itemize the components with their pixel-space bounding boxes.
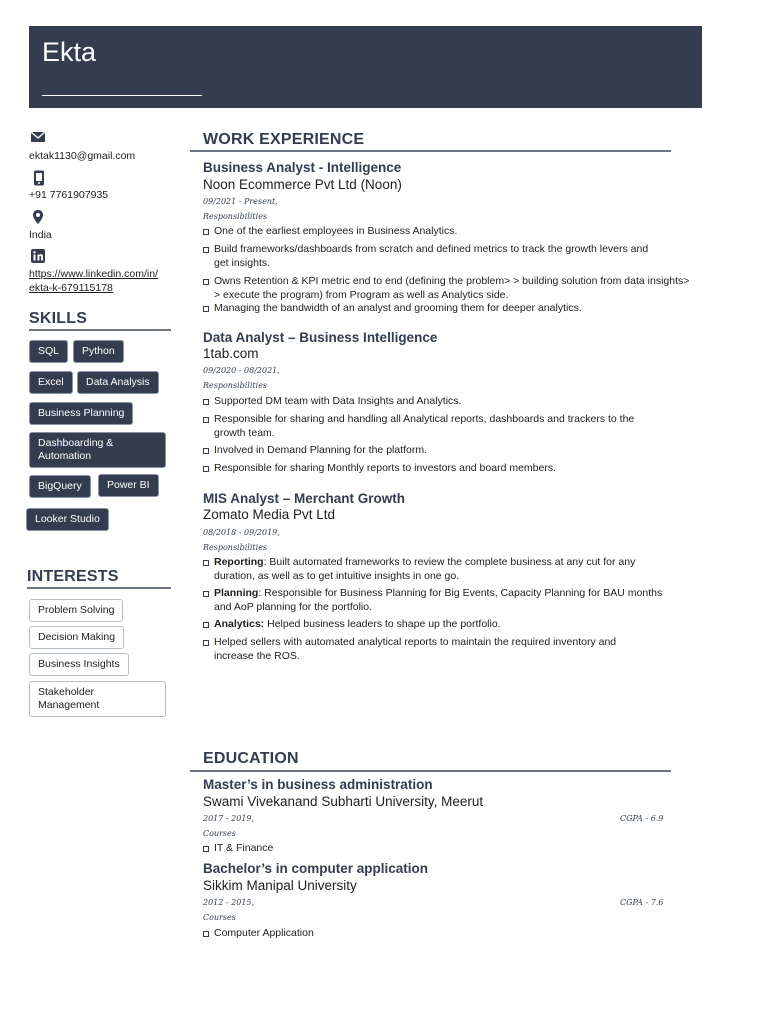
school-name: Sikkim Manipal University (203, 878, 357, 893)
phone-text: +91 7761907935 (29, 189, 109, 201)
bullet-text: Managing the bandwidth of an analyst and grooming them for deeper analytics. (214, 302, 582, 314)
job-dates: 08/2018 - 09/2019, (203, 528, 280, 537)
skill-chip: Power BI (98, 474, 159, 497)
email-text: ektak1130@gmail.com (29, 150, 136, 162)
bullet-text: and AoP planning for the portfolio. (214, 600, 373, 613)
interests-divider (27, 587, 171, 589)
interest-chip: Business Insights (29, 653, 129, 676)
candidate-tagline: MBA in IT, with 5+ years of experience in business Intelligence analytics. (42, 108, 363, 119)
bullet-text: Responsible for sharing Monthly reports to investors and board members. (214, 462, 556, 474)
skill-chip: Data Analysis (77, 371, 159, 394)
skills-heading: SKILLS (29, 310, 88, 327)
skill-chip: Looker Studio (26, 508, 109, 531)
interest-chip-line: Management (38, 699, 100, 711)
course-text: Computer Application (214, 927, 314, 939)
degree-title: Bachelor’s in computer application (203, 861, 429, 876)
bullet-item (203, 395, 703, 409)
bullet-text: Build frameworks/dashboards from scratch and defined metrics to track the growth levers and (214, 243, 649, 255)
resume-header (29, 26, 702, 119)
bullet-text: Supported DM team with Data Insights and Analytics. (214, 395, 462, 407)
square-bullet-icon (203, 931, 209, 937)
square-bullet-icon (203, 466, 209, 472)
bullet-rest: Helped business leaders to shape up the portfolio. (264, 618, 501, 630)
square-bullet-icon (203, 306, 209, 312)
education-heading: EDUCATION (203, 750, 299, 767)
job-title: MIS Analyst – Merchant Growth (203, 491, 406, 506)
square-bullet-icon (203, 229, 209, 235)
courses-label: Courses (203, 913, 236, 922)
skill-chip (29, 432, 166, 468)
bullet-text (214, 587, 703, 601)
interest-chip: Decision Making (29, 626, 124, 649)
skill-chip: BigQuery (29, 475, 91, 498)
bullet-item (203, 556, 703, 583)
phone-icon (31, 170, 47, 186)
skills-divider (29, 329, 171, 331)
square-bullet-icon (203, 622, 209, 628)
bullet-item (203, 618, 703, 632)
bullet-item (203, 413, 703, 440)
bullet-rest: : Built automated frameworks to review the complete business at any cut for any (263, 556, 636, 568)
skill-chip: Business Planning (29, 402, 133, 425)
location-pin-icon (30, 209, 46, 225)
square-bullet-icon (203, 247, 209, 253)
education-divider (190, 770, 671, 772)
square-bullet-icon (203, 399, 209, 405)
skill-chip: Python (73, 340, 124, 363)
job-title: Data Analyst – Business Intelligence (203, 330, 438, 345)
bullet-item (203, 225, 703, 239)
bullet-text: duration, as well as to get intuitive insights in one go. (214, 569, 460, 582)
course-text: IT & Finance (214, 842, 274, 854)
square-bullet-icon (203, 560, 209, 566)
bullet-text (214, 618, 703, 632)
linkedin-link[interactable] (29, 267, 179, 295)
grade-text: CGPA - 7.6 (620, 898, 664, 907)
company-name: Zomato Media Pvt Ltd (203, 507, 336, 522)
bullet-item (203, 636, 703, 663)
interest-chip: Problem Solving (29, 599, 123, 622)
square-bullet-icon (203, 279, 209, 285)
name-underline (42, 95, 202, 96)
responsibilities-label: Responsibilities (203, 381, 268, 390)
interest-chip-line: Stakeholder (38, 686, 95, 698)
linkedin-icon (30, 248, 46, 264)
bullet-text: One of the earliest employees in Business Analytics. (214, 225, 458, 237)
course-item (203, 842, 703, 856)
bullet-text: Responsible for sharing and handling all Analytical reports, dashboards and trackers to the (214, 413, 635, 425)
school-name: Swami Vivekanand Subharti University, Meerut (203, 794, 484, 809)
job-dates: 09/2021 - Present, (203, 197, 278, 206)
square-bullet-icon (203, 448, 209, 454)
company-name: Noon Ecommerce Pvt Ltd (Noon) (203, 177, 402, 192)
skill-chip-line: Automation (38, 450, 92, 462)
bullet-lead: Reporting (214, 556, 264, 568)
location-text: India (29, 229, 52, 241)
skill-chip: SQL (29, 340, 68, 363)
courses-label: Courses (203, 829, 236, 838)
job-title: Business Analyst - Intelligence (203, 160, 402, 175)
bullet-item (203, 275, 703, 302)
bullet-item (203, 302, 703, 316)
bullet-text: Owns Retention & KPI metric end to end (defining the problem> > building solution from data insights> (214, 275, 690, 287)
work-experience-heading: WORK EXPERIENCE (203, 131, 365, 148)
bullet-lead: Planning (214, 587, 259, 599)
grade-text: CGPA - 6.9 (620, 814, 664, 823)
square-bullet-icon (203, 640, 209, 646)
course-item (203, 927, 703, 941)
education-dates: 2012 - 2015, (203, 898, 255, 907)
company-name: 1tab.com (203, 346, 259, 361)
square-bullet-icon (203, 591, 209, 597)
bullet-text (214, 556, 703, 570)
bullet-text: Involved in Demand Planning for the platform. (214, 444, 428, 456)
bullet-item (203, 587, 703, 614)
bullet-item (203, 462, 703, 476)
bullet-text: get insights. (214, 256, 271, 269)
education-dates: 2017 - 2019, (203, 814, 255, 823)
square-bullet-icon (203, 417, 209, 423)
bullet-text: growth team. (214, 426, 275, 439)
job-dates: 09/2020 - 08/2021, (203, 366, 280, 375)
square-bullet-icon (203, 846, 209, 852)
bullet-text: > execute the program) from Program as well as Analytics side. (214, 288, 509, 301)
work-experience-divider (190, 150, 671, 152)
bullet-text: increase the ROS. (214, 649, 300, 662)
interest-chip (29, 681, 166, 717)
linkedin-link-line2[interactable]: ekta-k-679115178 (29, 282, 113, 294)
bullet-text: Helped sellers with automated analytical reports to maintain the required inventory and (214, 636, 617, 648)
degree-title: Master’s in business administration (203, 777, 433, 792)
responsibilities-label: Responsibilities (203, 212, 268, 221)
interests-heading: INTERESTS (27, 568, 119, 585)
candidate-name: Ekta (42, 37, 97, 67)
skill-chip: Excel (29, 371, 73, 394)
bullet-item (203, 444, 703, 458)
responsibilities-label: Responsibilities (203, 543, 268, 552)
bullet-item (203, 243, 703, 270)
bullet-rest: : Responsible for Business Planning for Big Events, Capacity Planning for BAU months (258, 587, 663, 599)
linkedin-link-line1[interactable]: https://www.linkedin.com/in/ (29, 268, 158, 280)
bullet-lead: Analytics: (214, 618, 265, 630)
mail-icon (30, 129, 46, 145)
skill-chip-line: Dashboarding & (38, 437, 114, 449)
